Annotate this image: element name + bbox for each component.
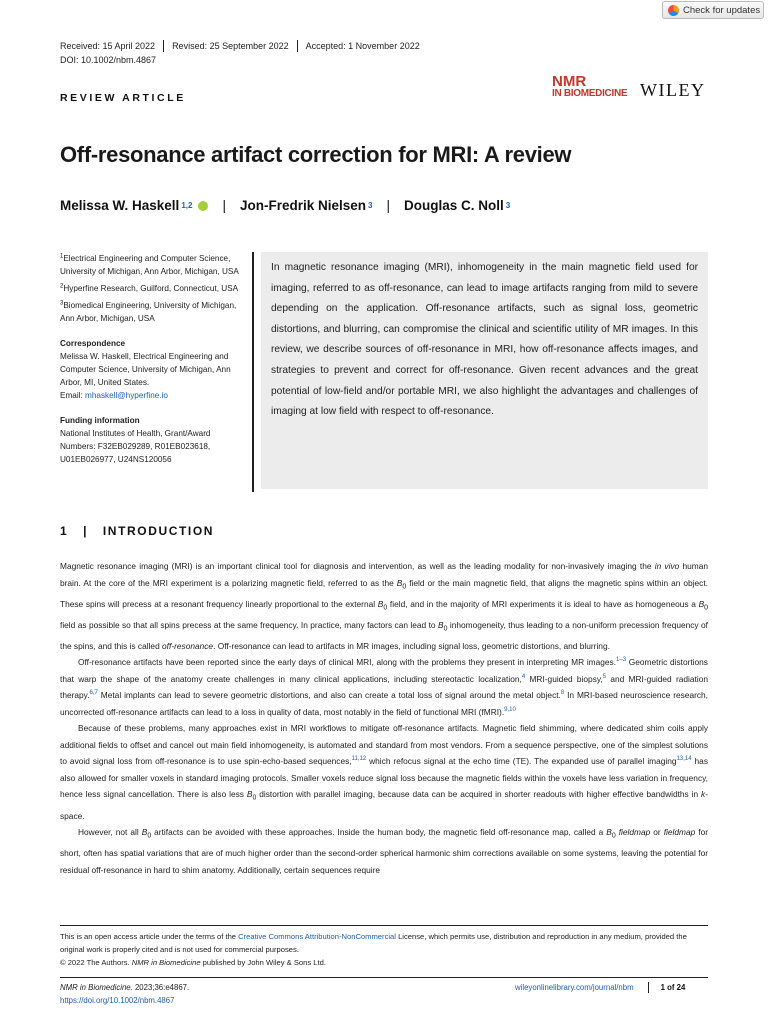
paragraph: However, not all $B_0$ artifacts can be avoided with these approaches. Inside the human body, the magnetic field off-resonance map, called a $B_0$ fieldmap or fieldmap for short, often has spatial variations that are of much higher order than the second-order spherical harmonic shim corrections available on some systems, leaving the potential for residual off-resonance in hard to shim anatomy. Additionally, certain sequences require	[60, 827, 708, 875]
footnote-divider	[60, 925, 708, 926]
paragraph: Magnetic resonance imaging (MRI) is an important clinical tool for diagnosis and intervention, as well as the leading modality for non-invasively imaging the in vivo human brain. At the core of the MRI experiment is a polarizing magnetic field, referred to as the $B_0$ field or the main magnetic field, that aligns the magnetic spins within an object. These spins will precess at a resonant frequency linearly proportional to the external $B_0$ field, and in the majority of MRI experiments it is ideal to have as homogeneous a $B_0$ field as possible so that all spins precess at the same frequency. In practice, many factors can lead to $B_0$ inhomogeneity, thus leading to a non-uniform precession frequency of the spins, and this is called off-resonance. Off-resonance can lead to artifacts in MR images, including signal loss, geometric distortions, and blurring.	[60, 561, 708, 651]
journal-logo-bottom: IN BIOMEDICINE	[552, 88, 628, 99]
doi-label: DOI: 10.1002/nbm.4867	[60, 55, 157, 65]
author-list: Melissa W. Haskell 1,2 | Jon-Fredrik Nielsen 3 | Douglas C. Noll 3	[60, 198, 511, 213]
orcid-icon[interactable]	[198, 201, 208, 211]
received-date: Received: 15 April 2022	[60, 40, 164, 52]
check-for-updates-label: Check for updates	[683, 4, 761, 16]
body-text	[60, 558, 708, 878]
check-for-updates-button[interactable]	[662, 1, 764, 19]
footer-citation: NMR in Biomedicine. 2023;36:e4867. https://doi.org/10.1002/nbm.4867	[60, 983, 190, 1005]
crossmark-icon	[668, 5, 679, 16]
abstract-box	[261, 252, 708, 489]
column-divider	[252, 252, 254, 492]
author-separator: |	[386, 198, 390, 213]
license-footnote: This is an open access article under the terms of the Creative Commons Attribution-NonCommercial License, which permits use, distribution and reproduction in any medium, provided the original work is properly cited and is not used for commercial purposes. © 2022 The Authors. NMR in Biomedicine published by John Wiley & Sons Ltd.	[60, 932, 687, 967]
page-number: 1 of 24	[660, 983, 686, 992]
correspondence-text: Melissa W. Haskell, Electrical Engineering and Computer Science, University of Michigan, Ann Arbor, MI, United States. Email: mhaskell@hyperfine.io	[60, 352, 231, 400]
author-separator: |	[222, 198, 226, 213]
revised-date: Revised: 25 September 2022	[164, 40, 298, 52]
affiliations-column	[60, 252, 245, 470]
footer-divider	[60, 977, 708, 978]
affiliation: $^1$Electrical Engineering and Computer Science, University of Michigan, Ann Arbor, Michigan, USA	[60, 253, 239, 276]
license-link[interactable]: Creative Commons Attribution-NonCommercial	[238, 932, 396, 941]
funding-heading: Funding information	[60, 416, 140, 425]
footer-right	[515, 982, 685, 993]
journal-logo[interactable]	[552, 73, 628, 100]
author-name[interactable]: Douglas C. Noll	[403, 198, 504, 213]
correspondence-heading: Correspondence	[60, 339, 126, 348]
footer-separator	[648, 982, 649, 993]
author-name[interactable]: Melissa W. Haskell	[60, 198, 180, 213]
section-heading: 1 | INTRODUCTION	[60, 524, 215, 538]
abstract-text: In magnetic resonance imaging (MRI), inhomogeneity in the main magnetic field used for imaging, referred to as off-resonance, can lead to image artifacts ranging from mild to severe depending on the application. Off-resonance artifacts, such as signal loss, geometric distortions, and blurring, can compromise the clinical and scientific utility of MR images. In this review, we describe sources of off-resonance in MRI, how off-resonance affects images, and strategies to prevent and correct for off-resonance. Given recent advances and the great potential of low-field and/or portable MRI, we also highlight the advantages and challenges of imaging at low field with respect to off-resonance.	[271, 262, 698, 418]
author-name[interactable]: Jon-Fredrik Nielsen	[239, 198, 366, 213]
article-title: Off-resonance artifact correction for MRI: A review	[60, 142, 572, 167]
email-link[interactable]: mhaskell@hyperfine.io	[85, 391, 168, 400]
funding-text: National Institutes of Health, Grant/Award Numbers: F32EB029289, R01EB023618, U01EB026977, U24NS120056	[60, 429, 211, 464]
paragraph: Off-resonance artifacts have been reported since the early days of clinical MRI, along with the problems they present in interpreting MR images.$^{1-3}$ Geometric distortions that warp the shape of the anatomy create challenges in many clinical applications, including stereotactic localization,$^4$ MRI-guided biopsy,$^5$ and MRI-guided radiation therapy.$^{6,7}$ Metal implants can lead to severe geometric distortions, and also can create a total loss of signal around the metal object.$^8$ In MRI-based neuroscience research, uncorrected off-resonance artifacts can lead to a loss in quality of data, most notably in the field of functional MRI (fMRI).$^{9,10}$	[60, 657, 708, 717]
affiliation: $^3$Biomedical Engineering, University of Michigan, Ann Arbor, Michigan, USA	[60, 300, 237, 323]
paragraph: Because of these problems, many approaches exist in MRI workflows to mitigate off-resonance artifacts. Magnetic field shimming, where dedicated shim coils apply additional fields to offset and cancel out main field inhomogeneity, is automated and standard from most vendors. From a sequence perspective, one of the simplest solutions to avoid signal loss from off-resonance is to use spin-echo-based sequences,$^{11,12}$ which refocus signal at the echo time (TE). The expanded use of parallel imaging$^{13,14}$ has also allowed for smaller voxels in standard imaging protocols. Smaller voxels reduce signal loss because the magnetic fields within the voxels have less variation in frequency, hence less signal cancellation. There is also less $B_0$ distortion with parallel imaging, because data can be acquired in shorter readouts with higher effective bandwidths in k-space.	[60, 723, 708, 821]
publisher-logo[interactable]: WILEY	[640, 80, 706, 100]
doi-link[interactable]: https://doi.org/10.1002/nbm.4867	[60, 995, 175, 1005]
journal-link[interactable]: wileyonlinelibrary.com/journal/nbm	[515, 983, 634, 992]
article-dates	[60, 40, 428, 52]
journal-logo-top: NMR	[552, 73, 587, 90]
affiliation: $^2$Hyperfine Research, Guilford, Connecticut, USA	[60, 283, 239, 293]
accepted-date: Accepted: 1 November 2022	[305, 41, 420, 51]
article-type: REVIEW ARTICLE	[60, 92, 186, 104]
